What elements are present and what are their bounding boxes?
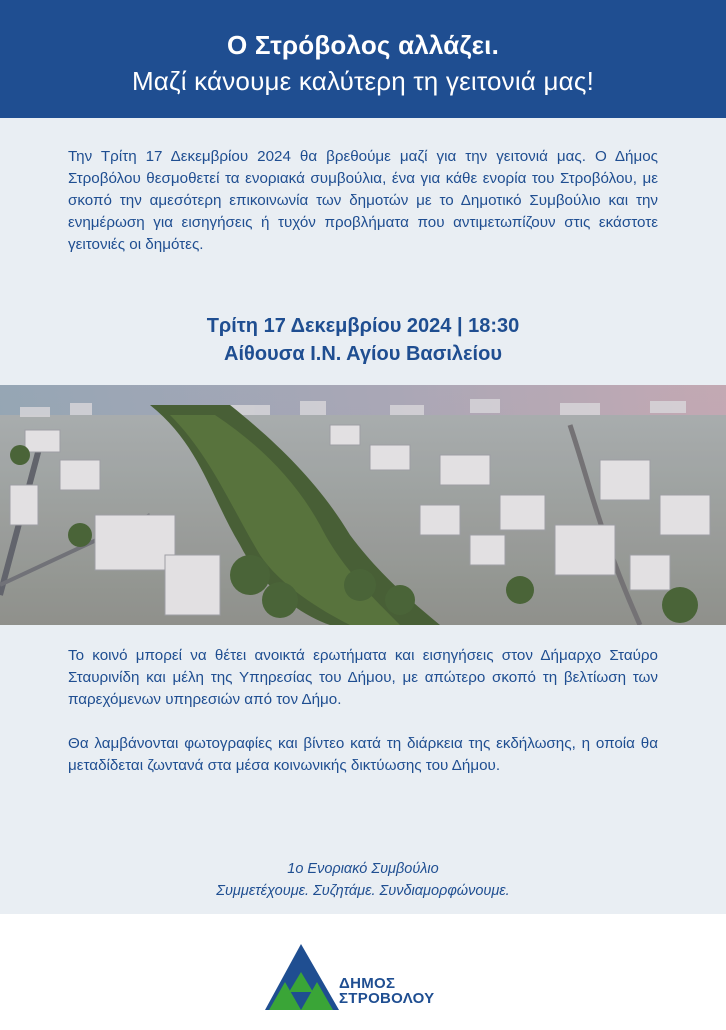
body-paragraph-1: Το κοινό μπορεί να θέτει ανοικτά ερωτήματα και εισηγήσεις στον Δήμαρχο Σταύρο Σταυρινίδη και μέλη της Υπηρεσίας του Δήμου, με απώτερο σκοπό τη βελτίωση των παρεχόμενων υπηρεσιών από τον Δήμο. <box>68 647 658 708</box>
intro-paragraph: Την Τρίτη 17 Δεκεμβρίου 2024 θα βρεθούμε μαζί για την γειτονιά μας. Ο Δήμος Στροβόλου θεσμοθετεί τα ενοριακά συμβούλια, ένα για κάθε ενορία του Στροβόλου, με σκοπό την αμεσότερη επικοινωνία των δημοτών με το Δημοτικό Συμβούλιο και την ενημέρωση για εισηγήσεις ή τυχόν προβλήματα που αντιμετωπίζουν στις εκάστοτε γειτονιές οι δημότες. <box>68 148 658 253</box>
event-venue: Αίθουσα Ι.Ν. Αγίου Βασιλείου <box>224 343 502 365</box>
closing-block <box>0 858 726 902</box>
logo-triangle-icon <box>263 942 343 1012</box>
logo-line-2: ΣΤΡΟΒΟΛΟΥ <box>339 990 435 1007</box>
aerial-city-photo <box>0 385 726 625</box>
council-name: 1ο Ενοριακό Συμβούλιο <box>287 861 439 877</box>
header-subtitle: Μαζί κάνουμε καλύτερη τη γειτονιά μας! <box>131 66 595 96</box>
slogan: Συμμετέχουμε. Συζητάμε. Συνδιαμορφώνουμε. <box>216 883 510 899</box>
body-paragraph-2: Θα λαμβάνονται φωτογραφίες και βίντεο κατά τη διάρκεια της εκδήλωσης, η οποία θα μεταδίδεται ζωντανά στα μέσα κοινωνικής δικτύωσης του Δήμου. <box>68 735 658 774</box>
event-datetime: Τρίτη 17 Δεκεμβρίου 2024 | 18:30 <box>206 315 520 337</box>
municipality-logo <box>263 942 473 1012</box>
logo-wordmark <box>339 976 435 1006</box>
event-details <box>0 312 726 368</box>
footer <box>0 914 726 1030</box>
body-text <box>68 645 658 777</box>
header-title: Ο Στρόβολος αλλάζει. <box>226 30 500 60</box>
header-banner <box>0 0 726 118</box>
logo-line-1: ΔΗΜΟΣ <box>339 975 396 992</box>
